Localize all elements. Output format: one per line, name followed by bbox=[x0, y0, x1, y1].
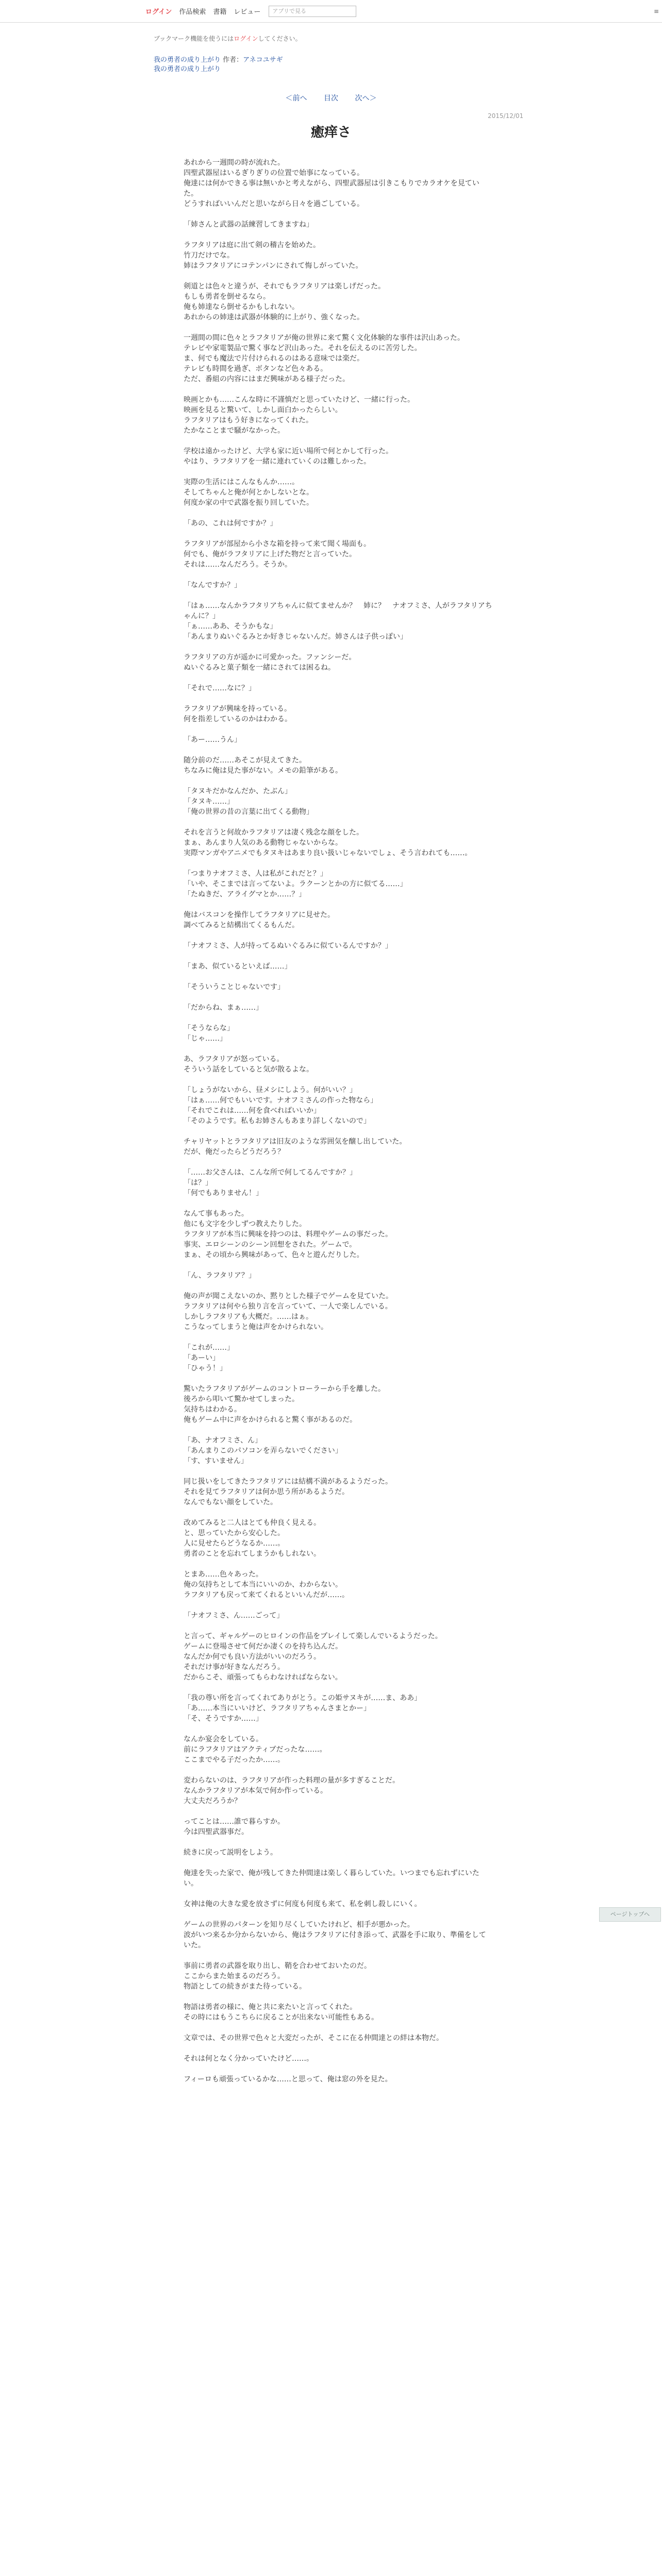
body-paragraph: なんだか何でも良い方法がいいのだろう。 bbox=[184, 1653, 321, 1661]
body-paragraph: 学校は遠かったけど、大学も家に近い場所で何とかして行った。 bbox=[184, 447, 393, 455]
body-paragraph bbox=[184, 1806, 493, 1817]
body-paragraph: 続きに戻って説明をしよう。 bbox=[184, 1849, 277, 1857]
body-paragraph: 実際の生活にはこんなもんか……。 bbox=[184, 478, 299, 486]
author-label: 作者： bbox=[223, 56, 243, 64]
body-paragraph: テレビや家電製品で驚く事など沢山あった。それを伝えるのに苦労した。 bbox=[184, 344, 422, 352]
author-link[interactable]: アネコユサギ bbox=[243, 56, 283, 64]
login-link[interactable]: ログイン bbox=[145, 8, 172, 16]
body-paragraph: 「タヌキだかなんだか、たぶん」 bbox=[184, 787, 292, 795]
body-paragraph: 文章では、その世界で色々と大変だったが、そこに在る仲間達との絆は本物だ。 bbox=[184, 2034, 443, 2042]
body-paragraph: 「あの、これは何ですか？」 bbox=[184, 519, 277, 528]
body-paragraph bbox=[184, 570, 493, 580]
body-paragraph: 「あ、ナオフミさ、ん」 bbox=[184, 1436, 262, 1445]
body-paragraph: 驚いたラフタリアがゲームのコントローラーから手を離した。 bbox=[184, 1385, 386, 1393]
body-paragraph: 変わらないのは、ラフタリアが作った料理の量が多すぎることだ。 bbox=[184, 1776, 400, 1785]
body-paragraph: とまあ……色々あった。 bbox=[184, 1570, 263, 1579]
body-paragraph: 「はぁ……何でもいいです。ナオフミさんの作った物なら」 bbox=[184, 1096, 378, 1105]
body-paragraph bbox=[184, 230, 493, 240]
body-paragraph: 映画とかも……こんな時に不謹慎だと思っていたけど、一緒に行った。 bbox=[184, 396, 415, 404]
body-paragraph: ってことは……誰で暮らすか。 bbox=[184, 1818, 285, 1826]
nav-search[interactable]: 作品検索 bbox=[179, 8, 206, 16]
body-paragraph bbox=[184, 745, 493, 755]
body-paragraph: 姉はラフタリアにコテンパンにされて悔しがっていた。 bbox=[184, 262, 363, 270]
body-paragraph bbox=[184, 1724, 493, 1734]
body-paragraph: 映画を見ると驚いて、しかし面白かったらしい。 bbox=[184, 406, 342, 414]
body-paragraph: 竹刀だけでな。 bbox=[184, 251, 234, 260]
body-paragraph: それは何となく分かっていたけど……。 bbox=[184, 2055, 313, 2063]
body-paragraph: 「たぬきだ、アライグマとか……？」 bbox=[184, 890, 306, 899]
body-paragraph: 「そ、そうですか……」 bbox=[184, 1715, 263, 1723]
body-paragraph: ゲームに登場させて何だか凄くのを持ち込んだ。 bbox=[184, 1642, 342, 1651]
body-paragraph: 「まあ、似ているといえば……」 bbox=[184, 962, 292, 971]
body-paragraph: まぁ、あんまり人気のある動物じゃないからな。 bbox=[184, 839, 342, 847]
body-paragraph bbox=[184, 529, 493, 539]
body-paragraph: 「これが……」 bbox=[184, 1344, 234, 1352]
body-paragraph bbox=[184, 1466, 493, 1477]
body-paragraph bbox=[184, 1507, 493, 1518]
body-paragraph: 俺の気持ちとして本当にいいのか、わからない。 bbox=[184, 1581, 342, 1589]
body-paragraph: 事実、エロシーンのシーン回想をされた。ゲームで。 bbox=[184, 1241, 357, 1249]
notice-prefix: ブックマーク機能を使うには bbox=[154, 35, 234, 42]
work-title-link[interactable]: 我の勇者の成り上がり bbox=[154, 56, 221, 64]
body-paragraph: ラフタリアが興味を持っている。 bbox=[184, 705, 292, 713]
app-search-input[interactable]: アプリで見る bbox=[269, 6, 356, 17]
body-paragraph bbox=[184, 1374, 493, 1384]
body-paragraph: 「姉さんと武器の話練習してきますね」 bbox=[184, 221, 313, 229]
page-top-button[interactable]: ページトップへ bbox=[599, 1907, 661, 1922]
body-paragraph: 「ひゃう！」 bbox=[184, 1364, 227, 1372]
body-paragraph bbox=[184, 1559, 493, 1569]
body-paragraph: 「……お父さんは、こんな所で何してるんですか？」 bbox=[184, 1168, 357, 1177]
body-paragraph: どうすればいいんだと思いながら日々を過ごしている。 bbox=[184, 200, 364, 208]
body-paragraph: なんでもない顔をしていた。 bbox=[184, 1498, 277, 1506]
body-paragraph bbox=[184, 642, 493, 652]
body-paragraph: ただ、番組の内容にはまだ興味がある様子だった。 bbox=[184, 375, 350, 383]
body-paragraph: 「それで……なに？」 bbox=[184, 684, 256, 692]
body-paragraph bbox=[184, 1909, 493, 1920]
body-paragraph bbox=[184, 1260, 493, 1270]
body-paragraph: しかしラフタリアも大概だ。……はぁ。 bbox=[184, 1313, 313, 1321]
body-paragraph: 「我の尊い所を言ってくれてありがとう。この姫サヌキが……ま、ああ」 bbox=[184, 1694, 422, 1702]
body-paragraph bbox=[184, 508, 493, 518]
body-paragraph: チャリヤットとラフタリアは旧友のような雰囲気を醸し出していた。 bbox=[184, 1138, 407, 1146]
body-paragraph: ラフタリアは庭に出て剣の稽古を始めた。 bbox=[184, 241, 321, 249]
body-paragraph: そういう話をしていると気が散るよな。 bbox=[184, 1065, 313, 1074]
nav-reviews[interactable]: レビュー bbox=[234, 8, 261, 16]
body-paragraph: ま、何でも魔法で片付けられるのはある意味では楽だ。 bbox=[184, 354, 364, 363]
body-paragraph: 改めてみると二人はとても仲良く見える。 bbox=[184, 1519, 321, 1527]
body-paragraph: 俺も姉達なら倒せるかもしれない。 bbox=[184, 303, 299, 311]
body-paragraph bbox=[184, 436, 493, 446]
notice-suffix: してください。 bbox=[258, 35, 302, 42]
body-paragraph: まぁ、その頃から興味があって、色々と遊んだりした。 bbox=[184, 1251, 364, 1259]
body-paragraph: 「あんまりぬいぐるみとか好きじゃないんだ。姉さんは子供っぽい」 bbox=[184, 633, 407, 641]
body-paragraph: 大丈夫だろうか？ bbox=[184, 1797, 241, 1805]
body-paragraph: 「それでこれは……何を食べればいいか」 bbox=[184, 1107, 321, 1115]
menu-icon[interactable]: ≡ bbox=[653, 7, 659, 15]
body-paragraph: ゲームの世界のパターンを知り尽くしていたけれど、相手が悪かった。 bbox=[184, 1921, 415, 1929]
body-paragraph: 実際マンガやアニメでもタヌキはあまり良い扱いじゃないでしょ、そう言われても……。 bbox=[184, 849, 472, 857]
body-paragraph: フィーロも頑張っているかな……と思って、俺は窓の外を見た。 bbox=[184, 2075, 392, 2083]
body-paragraph: と、思っていたから安心した。 bbox=[184, 1529, 285, 1537]
body-paragraph: ここからまた始まるのだろう。 bbox=[184, 1972, 285, 1980]
body-paragraph: ラフタリアが部屋から小さな箱を持って来て聞く場面も。 bbox=[184, 540, 371, 548]
work-meta bbox=[154, 56, 283, 74]
body-paragraph bbox=[184, 1600, 493, 1611]
body-paragraph: 前にラフタリアはアクティブだったな……。 bbox=[184, 1745, 327, 1754]
body-paragraph: 女神は俺の大きな愛を放さずに何度も何度も来て、私を刺し殺しにいく。 bbox=[184, 1900, 422, 1908]
post-date: 2015/12/01 bbox=[488, 112, 524, 120]
body-paragraph: 「そうならな」 bbox=[184, 1024, 234, 1032]
body-paragraph bbox=[184, 271, 493, 281]
top-navigation-bar bbox=[0, 0, 662, 23]
body-paragraph: ラフタリアは何やら独り言を言っていて、一人で楽しんでいる。 bbox=[184, 1302, 392, 1311]
body-paragraph: 何でも、俺がラフタリアに上げた物だと言っていた。 bbox=[184, 550, 357, 558]
bookmark-notice bbox=[154, 34, 302, 43]
body-paragraph: 「ん、ラフタリア？」 bbox=[184, 1272, 256, 1280]
body-paragraph: 随分前のだ……あそこが見えてきた。 bbox=[184, 756, 306, 765]
chapter-body bbox=[184, 158, 493, 2084]
body-paragraph bbox=[184, 1992, 493, 2002]
body-paragraph: そしてちゃんと俺が何とかしないとな。 bbox=[184, 488, 313, 497]
body-paragraph bbox=[184, 930, 493, 941]
body-paragraph bbox=[184, 2023, 493, 2033]
body-paragraph bbox=[184, 858, 493, 869]
body-paragraph: 「つまりナオフミさ、人は私がこれだと？」 bbox=[184, 870, 327, 878]
body-paragraph bbox=[184, 323, 493, 333]
body-paragraph: 勇者のことを忘れてしまうかもしれない。 bbox=[184, 1550, 321, 1558]
body-paragraph: ラフタリアの方が遥かに可愛かった。ファンシーだ。 bbox=[184, 653, 356, 662]
body-paragraph: あ、ラフタリアが怒っている。 bbox=[184, 1055, 284, 1063]
body-paragraph: ぬいぐるみと菓子類を一緒にされては困るね。 bbox=[184, 664, 335, 672]
body-paragraph bbox=[184, 590, 493, 601]
body-paragraph: 「あ……本当にいいけど、ラフタリアちゃんさまとかー」 bbox=[184, 1704, 371, 1713]
body-paragraph bbox=[184, 2064, 493, 2074]
body-paragraph bbox=[184, 384, 493, 395]
body-paragraph: 「す、すいません」 bbox=[184, 1457, 248, 1465]
body-paragraph bbox=[184, 992, 493, 1003]
body-paragraph bbox=[184, 900, 493, 910]
body-paragraph bbox=[184, 1126, 493, 1137]
body-paragraph bbox=[184, 1858, 493, 1868]
body-paragraph bbox=[184, 817, 493, 827]
body-paragraph: 「なんですか？」 bbox=[184, 581, 241, 589]
body-paragraph: それだけ事が好きなんだろう。 bbox=[184, 1663, 285, 1671]
body-paragraph bbox=[184, 1332, 493, 1343]
body-paragraph bbox=[184, 776, 493, 786]
body-paragraph: なんて事もあった。 bbox=[184, 1210, 249, 1218]
body-paragraph: テレビも時間を過ぎ、ボタンなど色々ある。 bbox=[184, 365, 328, 373]
body-paragraph bbox=[184, 1621, 493, 1631]
body-paragraph: なんか宴会をしている。 bbox=[184, 1735, 263, 1743]
nav-books[interactable]: 書籍 bbox=[213, 8, 227, 16]
body-paragraph bbox=[184, 1157, 493, 1167]
body-paragraph bbox=[184, 1075, 493, 1085]
body-paragraph: 俺の声が聞こえないのか、黙りとした様子でゲームを見ていた。 bbox=[184, 1292, 393, 1300]
body-paragraph: ラフタリアも戻って来てくれるといいんだが……。 bbox=[184, 1591, 350, 1599]
body-paragraph bbox=[184, 693, 493, 704]
body-paragraph: ラフタリアはもう好きになってくれた。 bbox=[184, 416, 313, 425]
body-paragraph: 「はぁ……なんかラフタリアちゃんに似てませんか？ 姉に？ ナオフミさ、人がラフタリアちゃんに？」 bbox=[184, 602, 492, 620]
body-paragraph: と言って、ギャルゲーのヒロインの作品をプレイして楽しんでいるようだった。 bbox=[184, 1632, 442, 1640]
body-paragraph: その時にはもうこちらに戻ることが出来ない可能性もある。 bbox=[184, 2013, 378, 2022]
body-paragraph: 「は？」 bbox=[184, 1179, 212, 1187]
body-paragraph bbox=[184, 1198, 493, 1209]
body-paragraph bbox=[184, 1889, 493, 1899]
work-subtitle[interactable]: 我の勇者の成り上がり bbox=[154, 65, 221, 73]
body-paragraph: 「ナオフミさ、人が持ってるぬいぐるみに似ているんですか？」 bbox=[184, 942, 392, 950]
body-paragraph: 「俺の世界の昔の言葉に出てくる動物」 bbox=[184, 808, 313, 816]
body-paragraph: それは……なんだろう。そうか。 bbox=[184, 561, 292, 569]
body-paragraph: ちなみに俺は見た事がない。メモの鉛筆がある。 bbox=[184, 767, 342, 775]
body-paragraph: だからこそ、頑張ってもらわなければならない。 bbox=[184, 1673, 342, 1682]
body-paragraph bbox=[184, 1013, 493, 1023]
body-paragraph: やはり、ラフタリアを一緒に連れていくのは難しかった。 bbox=[184, 457, 371, 466]
body-paragraph: 波がいつ来るか分からないから、俺はラフタリアに付き添って、武器を手に取り、準備をしていた。 bbox=[184, 1931, 486, 1950]
body-paragraph: ここまでやる子だったか……。 bbox=[184, 1756, 285, 1764]
body-paragraph bbox=[184, 1281, 493, 1291]
body-paragraph bbox=[184, 1837, 493, 1848]
body-paragraph: 一週間の間に色々とラフタリアが俺の世界に来て驚く文化体験的な事件は沢山あった。 bbox=[184, 334, 465, 342]
body-paragraph bbox=[184, 724, 493, 735]
body-paragraph: たかなことまで騒がなかった。 bbox=[184, 427, 285, 435]
body-paragraph: 俺達を失った家で、俺が残してきた仲間達は楽しく暮らしていた。いつまでも忘れずにいたい。 bbox=[184, 1869, 479, 1888]
body-paragraph bbox=[184, 1425, 493, 1435]
body-paragraph: だが、俺だったらどうだろう？ bbox=[184, 1148, 285, 1156]
body-paragraph: 物語は勇者の様に、俺と共に来たいと言ってくれた。 bbox=[184, 2003, 357, 2011]
body-paragraph bbox=[184, 1765, 493, 1775]
body-paragraph: 「ナオフミさ、ん……ごって」 bbox=[184, 1612, 284, 1620]
body-paragraph: 「じゃ……」 bbox=[184, 1035, 227, 1043]
body-paragraph bbox=[184, 1044, 493, 1054]
body-paragraph: 「いや、そこまでは言ってないよ。ラクーンとかの方に似てる……」 bbox=[184, 880, 407, 888]
body-paragraph: 人に見せたらどうなるか……。 bbox=[184, 1539, 285, 1548]
next-chapter-link[interactable]: 次へ＞ bbox=[355, 94, 377, 103]
body-paragraph: 「しょうがないから、昼メシにしよう。何がいい？」 bbox=[184, 1086, 357, 1094]
body-paragraph: 物語としての続きがまた待っている。 bbox=[184, 1982, 306, 1991]
body-paragraph: なんかラフタリアが本気で何か作っている。 bbox=[184, 1787, 328, 1795]
body-paragraph: 同じ扱いをしてきたラフタリアには結構不満があるようだった。 bbox=[184, 1478, 393, 1486]
body-paragraph: 「ぁ……ああ、そうかもな」 bbox=[184, 622, 277, 631]
body-paragraph: 「あーい」 bbox=[184, 1354, 220, 1362]
body-paragraph: 他にも文字を少しずつ教えたりした。 bbox=[184, 1220, 306, 1228]
body-paragraph: 「何でもありません！」 bbox=[184, 1189, 263, 1197]
body-paragraph: 「タヌキ……」 bbox=[184, 798, 234, 806]
body-paragraph: 何度か家の中で武器を振り回していた。 bbox=[184, 499, 313, 507]
body-paragraph bbox=[184, 951, 493, 961]
body-paragraph: 後ろから叩いて驚かせてしまった。 bbox=[184, 1395, 299, 1403]
body-paragraph: あれから一週間の時が流れた。 bbox=[184, 159, 285, 167]
body-paragraph: 事前に勇者の武器を取り出し、鞘を合わせておいたのだ。 bbox=[184, 1962, 371, 1970]
chapter-pager bbox=[0, 93, 662, 103]
body-paragraph: 「あんまりこのパソコンを弄らないでください」 bbox=[184, 1447, 342, 1455]
body-paragraph: 俺はバスコンを操作してラフタリアに見せた。 bbox=[184, 911, 335, 919]
body-paragraph: それを言うと何故かラフタリアは凄く残念な顔をした。 bbox=[184, 828, 364, 837]
body-paragraph bbox=[184, 467, 493, 477]
body-paragraph: 今は四聖武器事だ。 bbox=[184, 1828, 249, 1836]
body-paragraph: 気持ちはわかる。 bbox=[184, 1405, 241, 1414]
body-paragraph: こうなってしまうと俺は声をかけられない。 bbox=[184, 1323, 328, 1331]
body-paragraph: 俺もゲーム中に声をかけられると驚く事があるのだ。 bbox=[184, 1416, 357, 1424]
body-paragraph: 四聖武器屋はいるぎりぎりの位置で始事になっている。 bbox=[184, 169, 364, 177]
toc-link[interactable]: 目次 bbox=[324, 94, 338, 103]
body-paragraph bbox=[184, 972, 493, 982]
body-paragraph bbox=[184, 2043, 493, 2054]
body-paragraph bbox=[184, 209, 493, 219]
body-paragraph: あれからの姉達は武器が体験的に上がり、強くなった。 bbox=[184, 313, 364, 321]
body-paragraph bbox=[184, 1951, 493, 1961]
body-paragraph bbox=[184, 1683, 493, 1693]
body-paragraph: 「あー……うん」 bbox=[184, 736, 241, 744]
body-paragraph: 俺達には何かできる事は無いかと考えながら、四聖武器屋は引きこもりでカラオケを見ていた。 bbox=[184, 179, 479, 198]
body-paragraph: 調べてみると結構出てくるもんだ。 bbox=[184, 921, 299, 929]
body-paragraph: 何を指差しているのかはわかる。 bbox=[184, 715, 292, 723]
body-paragraph: 剣道とは色々と違うが、それでもラフタリアは楽しげだった。 bbox=[184, 282, 386, 291]
body-paragraph bbox=[184, 673, 493, 683]
body-paragraph: それを見てラフタリアは何か思う所があるようだ。 bbox=[184, 1488, 350, 1496]
body-paragraph: 「そういうことじゃないです」 bbox=[184, 983, 285, 991]
notice-login-link[interactable]: ログイン bbox=[234, 35, 258, 42]
body-paragraph: ラフタリアが本当に興味を持つのは、料理やゲームの事だった。 bbox=[184, 1230, 393, 1239]
body-paragraph: 「だからね、まぁ……」 bbox=[184, 1004, 263, 1012]
body-paragraph: もしも勇者を倒せるなら。 bbox=[184, 293, 270, 301]
chapter-title: 癒痒さ bbox=[310, 125, 351, 140]
body-paragraph: 「そのようです。私もお姉さんもあまり詳しくないので」 bbox=[184, 1117, 371, 1125]
prev-chapter-link[interactable]: ＜前へ bbox=[285, 94, 307, 103]
